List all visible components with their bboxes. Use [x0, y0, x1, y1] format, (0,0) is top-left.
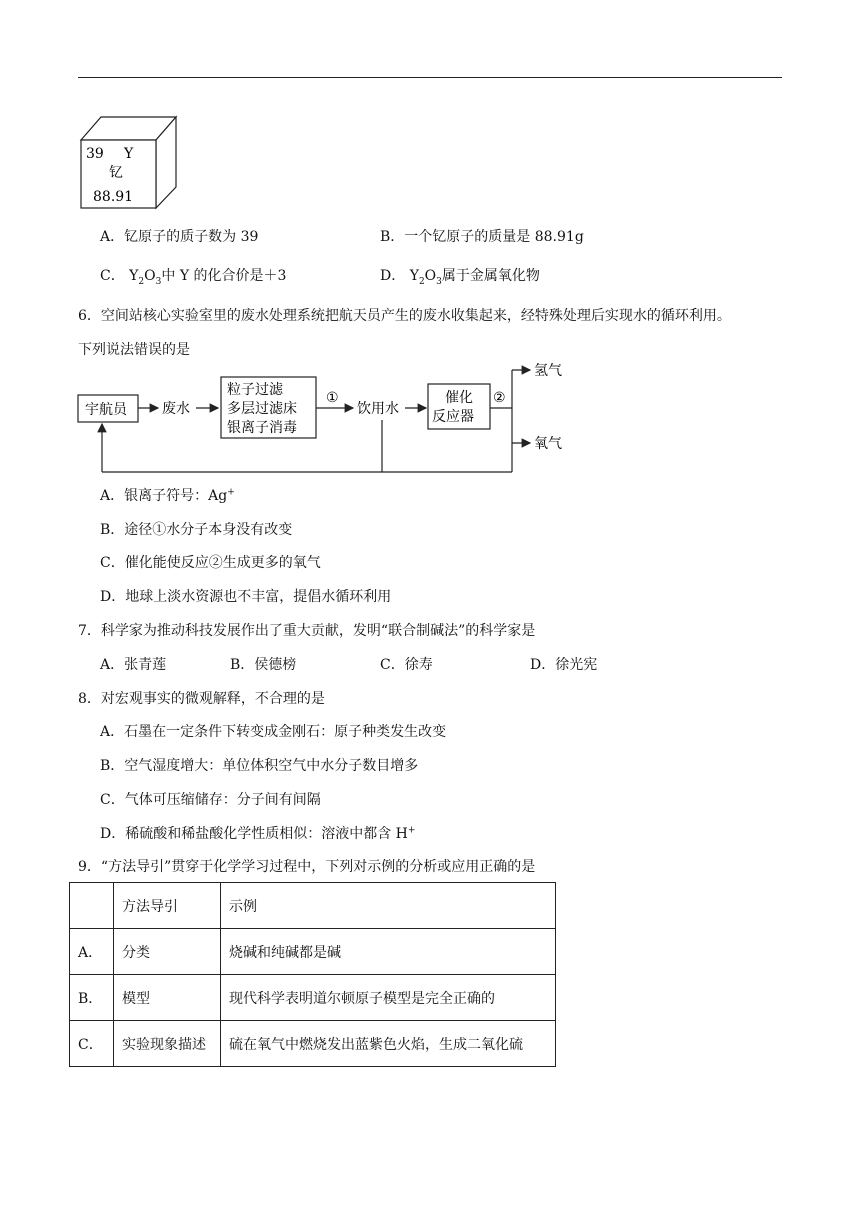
q8-option-b[interactable]: B．空气湿度增大：单位体积空气中水分子数目增多 [100, 758, 419, 774]
table-row[interactable] [70, 975, 556, 1021]
q6-option-b[interactable]: B．途径①水分子本身没有改变 [100, 522, 293, 538]
element-card [78, 114, 182, 210]
q6-stem-line2: 下列说法错误的是 [78, 342, 190, 358]
table-cell: B． [70, 975, 114, 1021]
q6-option-c[interactable]: C．催化能使反应②生成更多的氧气 [100, 555, 321, 571]
oxygen-label: 氧气 [534, 436, 562, 452]
q7-option-b[interactable]: B．侯德榜 [230, 657, 297, 673]
table-cell: C． [70, 1021, 114, 1067]
table-header-cell: 方法导引 [114, 883, 221, 929]
q8-option-a[interactable]: A．石墨在一定条件下转变成金刚石：原子种类发生改变 [100, 724, 447, 740]
q9-stem: 9．“方法导引”贯穿于化学学习过程中，下列对示例的分析或应用正确的是 [78, 859, 536, 875]
header-rule [78, 77, 782, 78]
filter-line3: 银离子消毒 [227, 420, 297, 436]
element-name: 钇 [109, 165, 123, 181]
water-cycle-diagram [70, 360, 590, 480]
table-header-cell [70, 883, 114, 929]
q5-option-b[interactable]: B．一个钇原子的质量是 88.91g [380, 229, 584, 245]
hydrogen-label: 氢气 [534, 363, 562, 379]
drinking-water-label: 饮用水 [357, 401, 399, 417]
q7-stem: 7．科学家为推动科技发展作出了重大贡献，发明“联合制碱法”的科学家是 [78, 623, 536, 639]
table-row[interactable] [70, 929, 556, 975]
table-cell: 实验现象描述 [114, 1021, 221, 1067]
q7-option-c[interactable]: C．徐寿 [380, 657, 433, 673]
atomic-mass: 88.91 [93, 189, 134, 205]
method-table [69, 882, 556, 1067]
q6-option-d[interactable]: D．地球上淡水资源也不丰富，提倡水循环利用 [100, 589, 392, 605]
table-cell: 硫在氧气中燃烧发出蓝紫色火焰，生成二氧化硫 [221, 1021, 556, 1067]
q8-option-d[interactable]: D．稀硫酸和稀盐酸化学性质相似：溶液中都含 H+ [100, 825, 416, 842]
table-cell: A． [70, 929, 114, 975]
q5-option-d[interactable]: D． $Y_2O_3$属于金属氧化物 [380, 268, 540, 287]
path2-label: ② [493, 390, 506, 406]
table-header-row [70, 883, 556, 929]
q7-option-d[interactable]: D．徐光宪 [530, 657, 598, 673]
path1-label: ① [326, 390, 339, 406]
table-cell: 分类 [114, 929, 221, 975]
table-cell: 模型 [114, 975, 221, 1021]
q6-option-a[interactable]: A．银离子符号：Ag+ [100, 487, 235, 504]
q7-option-a[interactable]: A．张青莲 [100, 657, 167, 673]
reactor-line1: 催化 [445, 390, 473, 406]
table-row[interactable] [70, 1021, 556, 1067]
reactor-line2: 反应器 [432, 409, 474, 425]
filter-line1: 粒子过滤 [227, 382, 283, 398]
q8-stem: 8．对宏观事实的微观解释，不合理的是 [78, 691, 325, 707]
astronaut-label: 宇航员 [85, 402, 127, 418]
q6-stem-line1: 6．空间站核心实验室里的废水处理系统把航天员产生的废水收集起来，经特殊处理后实现水的循环利用。 [78, 308, 731, 324]
wastewater-label: 废水 [162, 401, 190, 417]
filter-line2: 多层过滤床 [227, 401, 297, 417]
q8-option-c[interactable]: C．气体可压缩储存：分子间有间隔 [100, 792, 321, 808]
element-symbol: Y [124, 146, 134, 162]
table-cell: 烧碱和纯碱都是碱 [221, 929, 556, 975]
atomic-number: 39 [86, 146, 104, 162]
q5-option-a[interactable]: A．钇原子的质子数为 39 [100, 229, 259, 245]
table-cell: 现代科学表明道尔顿原子模型是完全正确的 [221, 975, 556, 1021]
q5-option-c[interactable]: C． $Y_2O_3$中 Y 的化合价是＋3 [100, 268, 287, 287]
table-header-cell: 示例 [221, 883, 556, 929]
